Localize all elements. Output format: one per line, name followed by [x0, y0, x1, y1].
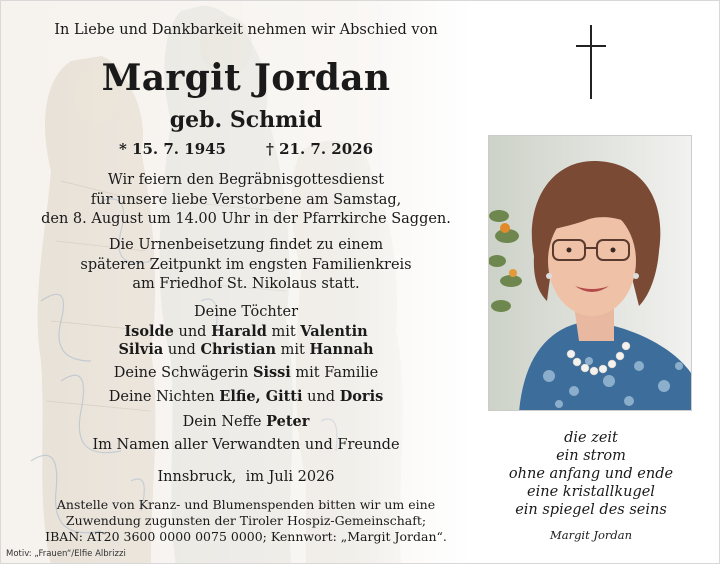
label: Dein Neffe [182, 414, 262, 430]
poem-line: ein spiegel des seins [515, 502, 667, 518]
intro-text: In Liebe und Dankbarkeit nehmen wir Abschied von [54, 22, 438, 38]
poem-line: ohne anfang und ende [508, 466, 674, 482]
connector: mit [280, 342, 305, 358]
artwork-credit: Motiv: „Frauen“/Elfie Albrizzi [6, 549, 126, 559]
poem-line: die zeit [564, 430, 618, 446]
deceased-name: Margit Jordan [101, 57, 391, 99]
service-line: für unsere liebe Verstorbene am Samstag, [90, 191, 402, 208]
latin-cross-icon [576, 25, 606, 101]
donation-line: IBAN: AT20 3600 0000 0075 0000; Kennwort: „Margit Jordan“. [45, 529, 447, 544]
family-line-nephew [1, 412, 491, 433]
name: Doris [339, 388, 384, 405]
family-line-nieces [1, 387, 491, 408]
name: Isolde [124, 323, 174, 340]
family-line-daughter2 [1, 340, 491, 361]
burial-announcement [1, 236, 491, 295]
donation-request [1, 497, 491, 545]
burial-line: Die Urnenbeisetzung findet zu einem [108, 237, 384, 253]
place-date: Innsbruck, im Juli 2026 [157, 469, 335, 485]
birth-date: * 15. 7. 1945 [118, 140, 226, 158]
label: mit Familie [295, 365, 379, 381]
poem-line: eine kristallkugel [527, 484, 655, 500]
donation-line: Zuwendung zugunsten der Tiroler Hospiz-Gemeinschaft; [65, 513, 427, 528]
service-line: den 8. August um 14.00 Uhr in der Pfarrkirche Saggen. [41, 211, 451, 227]
relatives-line: Im Namen aller Verwandten und Freunde [92, 437, 400, 453]
daughters-heading: Deine Töchter [193, 304, 298, 320]
death-date: † 21. 7. 2026 [266, 140, 374, 158]
name: Sissi [252, 364, 291, 381]
connector: und [178, 324, 207, 340]
connector: und [307, 389, 336, 405]
service-line: Wir feiern den Begräbnisgottesdienst [107, 172, 385, 188]
name: Christian [200, 341, 276, 358]
burial-line: späteren Zeitpunkt im engsten Familienkreis [80, 256, 412, 273]
portrait-photo [488, 135, 692, 411]
label: Deine Schwägerin [113, 365, 249, 381]
name: Elfie, Gitti [219, 388, 303, 405]
name: Harald [211, 323, 267, 340]
life-dates [1, 140, 491, 158]
name: Peter [266, 413, 310, 430]
poem-line: ein strom [556, 448, 626, 464]
donation-line: Anstelle von Kranz- und Blumenspenden bitten wir um eine [56, 497, 436, 512]
name: Hannah [309, 341, 374, 358]
service-announcement [1, 171, 491, 230]
poem-author: Margit Jordan [549, 528, 633, 542]
name: Valentin [300, 323, 368, 340]
burial-line: am Friedhof St. Nikolaus statt. [132, 276, 360, 292]
portrait-image [489, 136, 692, 411]
maiden-name: geb. Schmid [169, 107, 323, 133]
connector: und [167, 342, 196, 358]
poem [491, 429, 691, 519]
connector: mit [271, 324, 296, 340]
label: Deine Nichten [108, 389, 215, 405]
family-line-sister-in-law [1, 363, 491, 384]
name: Silvia [118, 341, 164, 358]
